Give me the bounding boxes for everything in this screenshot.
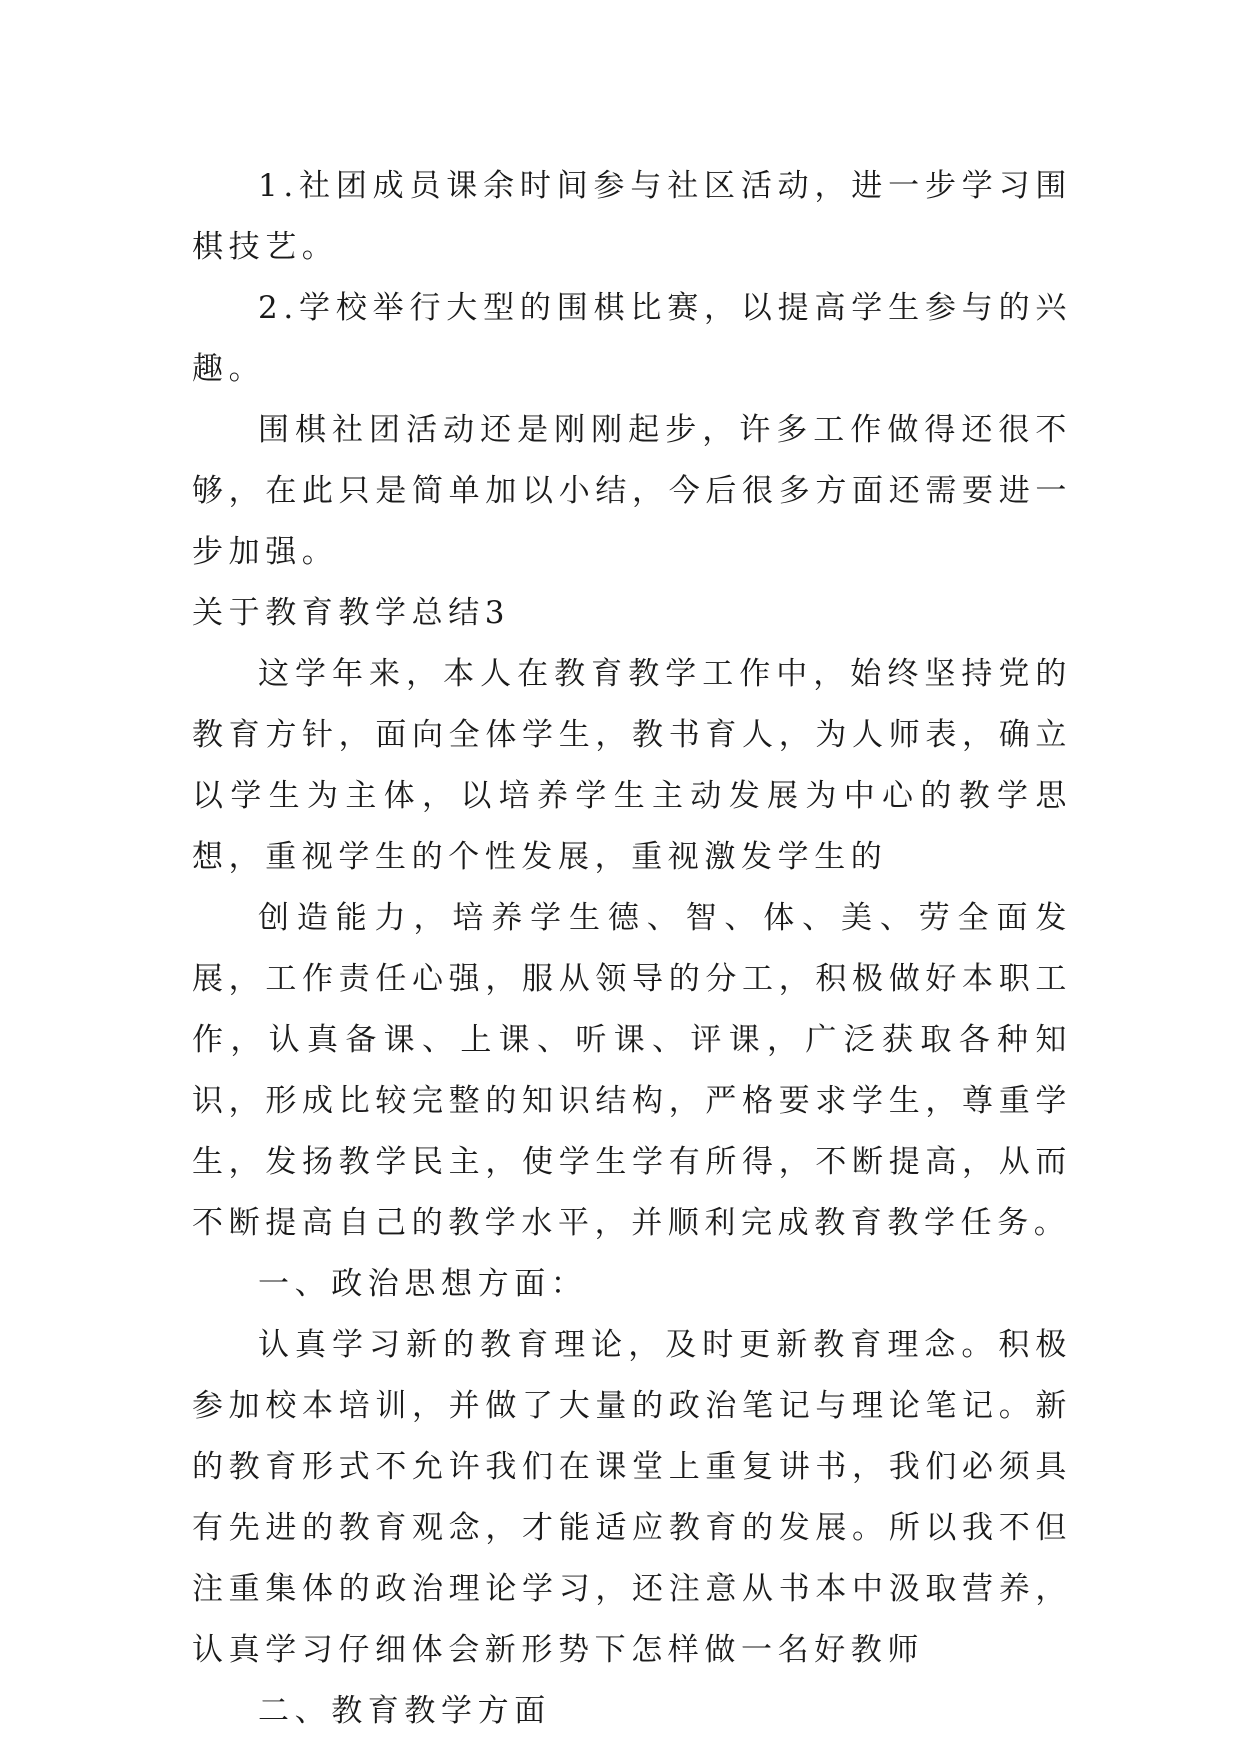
heading-political-thought: 一、政治思想方面： xyxy=(258,1266,588,1302)
document-body xyxy=(192,156,1072,1742)
paragraph-political-thought: 认真学习新的教育理论，及时更新教育理念。积极参加校本培训，并做了大量的政治笔记与理论笔记。新的教育形式不允许我们在课堂上重复讲书，我们必须具有先进的教育观念，才能适应教育的发展。所以我不但注重集体的政治理论学习，还注意从书本中汲取营养，认真学习仔细体会新形势下怎样做一名好教师 xyxy=(192,1327,1072,1668)
paragraph-go-competition: 2.学校举行大型的围棋比赛，以提高学生参与的兴趣。 xyxy=(192,290,1072,387)
paragraph-club-activities: 1.社团成员课余时间参与社区活动，进一步学习围棋技艺。 xyxy=(192,168,1072,265)
paragraph-intro: 这学年来，本人在教育教学工作中，始终坚持党的教育方针，面向全体学生，教书育人，为人师表，确立以学生为主体，以培养学生主动发展为中心的教学思想，重视学生的个性发展，重视激发学生的 xyxy=(192,656,1072,875)
paragraph-abilities: 创造能力，培养学生德、智、体、美、劳全面发展，工作责任心强，服从领导的分工，积极做好本职工作，认真备课、上课、听课、评课，广泛获取各种知识，形成比较完整的知识结构，严格要求学生，尊重学生，发扬教学民主，使学生学有所得，不断提高，从而不断提高自己的教学水平，并顺利完成教育教学任务。 xyxy=(192,900,1072,1241)
section-title: 关于教育教学总结3 xyxy=(192,595,511,631)
heading-teaching: 二、教育教学方面 xyxy=(258,1693,551,1729)
paragraph-summary: 围棋社团活动还是刚刚起步，许多工作做得还很不够，在此只是简单加以小结，今后很多方面还需要进一步加强。 xyxy=(192,412,1072,570)
